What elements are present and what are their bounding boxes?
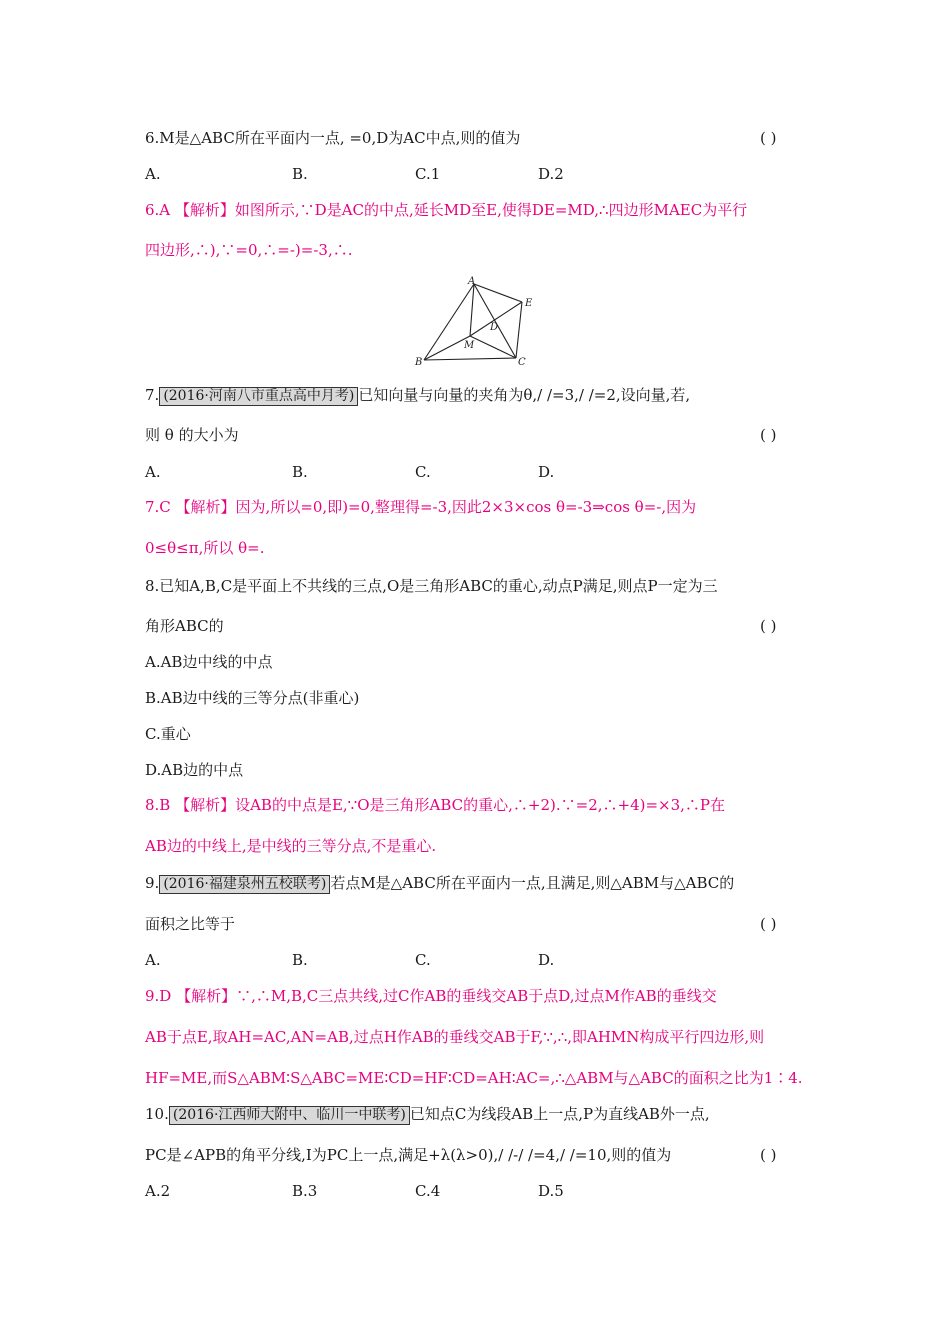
q6-answer-line1: 6.A 【解析】如图所示,∵D是AC的中点,延长MD至E,使得DE=MD,∴四边形MAEC为平行 [145, 201, 748, 219]
q10-option-b: B.3 [292, 1182, 318, 1200]
q9-paren: ( ) [760, 915, 777, 933]
q7-answer-line1: 7.C 【解析】因为,所以=0,即)=0,整理得=-3,因此2×3×cos θ=-3⇒cos θ=-,因为 [145, 498, 697, 516]
q6-option-d: D.2 [538, 165, 564, 183]
q6-option-b: B. [292, 165, 308, 183]
q7-stem-text: 已知向量与向量的夹角为θ,/ /=3,/ /=2,设向量,若, [358, 386, 691, 404]
segment-mc [470, 336, 516, 358]
label-c: C [518, 357, 526, 368]
q8-option-a: A.AB边中线的中点 [145, 653, 273, 671]
q10-source-tag: (2016·江西师大附中、临川一中联考) [169, 1106, 410, 1125]
q7-stem [145, 385, 690, 406]
q8-option-b: B.AB边中线的三等分点(非重心) [145, 689, 360, 707]
q8-stem-line1: 8.已知A,B,C是平面上不共线的三点,O是三角形ABC的重心,动点P满足,则点P一定为三 [145, 577, 718, 595]
q8-stem-line2: 角形ABC的 [145, 617, 224, 635]
q9-option-a: A. [145, 951, 161, 969]
q9-answer-line2: AB于点E,取AH=AC,AN=AB,过点H作AB的垂线交AB于F,∵,∴,即AHMN构成平行四边形,则 [145, 1028, 765, 1046]
q6-option-c: C.1 [415, 165, 441, 183]
q7-stem-line2: 则 θ 的大小为 [145, 426, 239, 444]
q10-number: 10. [145, 1105, 169, 1123]
q8-answer-line1: 8.B 【解析】设AB的中点是E,∵O是三角形ABC的重心,∴+2).∵=2,∴+4)=×3,∴P在 [145, 796, 726, 814]
q9-answer-line1: 9.D 【解析】∵,∴M,B,C三点共线,过C作AB的垂线交AB于点D,过点M作AB的垂线交 [145, 987, 717, 1005]
q6-option-a: A. [145, 165, 161, 183]
label-e: E [525, 298, 533, 309]
q9-source-tag: (2016·福建泉州五校联考) [159, 875, 330, 894]
q6-answer-line2: 四边形,∴),∵=0,∴=-)=-3,∴. [145, 241, 353, 259]
q8-option-c: C.重心 [145, 725, 191, 743]
q9-option-b: B. [292, 951, 308, 969]
q10-stem-text: 已知点C为线段AB上一点,P为直线AB外一点, [409, 1105, 710, 1123]
q10-stem [145, 1104, 710, 1125]
q9-answer-line3: HF=ME,而S△ABM∶S△ABC=ME∶CD=HF∶CD=AH∶AC=,∴△ABM与△ABC的面积之比为1∶4. [145, 1069, 803, 1087]
label-a: A [468, 276, 476, 287]
q7-option-b: B. [292, 463, 308, 481]
segment-ec [516, 302, 522, 358]
geometry-figure [410, 272, 545, 372]
q7-source-tag: (2016·河南八市重点高中月考) [159, 387, 358, 406]
q7-answer-line2: 0≤θ≤π,所以 θ=. [145, 539, 265, 557]
q8-answer-line2: AB边的中线上,是中线的三等分点,不是重心. [145, 837, 437, 855]
q10-option-d: D.5 [538, 1182, 564, 1200]
q6-stem: 6.M是△ABC所在平面内一点, =0,D为AC中点,则的值为 [145, 129, 521, 147]
segment-bc [424, 358, 516, 360]
q7-option-d: D. [538, 463, 555, 481]
q7-number: 7. [145, 386, 160, 404]
q9-number: 9. [145, 874, 160, 892]
q10-paren: ( ) [760, 1146, 777, 1164]
label-b: B [415, 357, 423, 368]
segment-ac [474, 284, 516, 358]
label-m: M [464, 340, 475, 351]
q8-option-d: D.AB边的中点 [145, 761, 244, 779]
q6-paren: ( ) [760, 129, 777, 147]
q7-option-a: A. [145, 463, 161, 481]
q7-option-c: C. [415, 463, 431, 481]
q7-paren: ( ) [760, 426, 777, 444]
q9-stem-line2: 面积之比等于 [145, 915, 236, 933]
q10-stem-line2: PC是∠APB的角平分线,I为PC上一点,满足+λ(λ>0),/ /-/ /=4,/ /=10,则的值为 [145, 1146, 672, 1164]
q10-option-c: C.4 [415, 1182, 441, 1200]
q10-option-a: A.2 [145, 1182, 171, 1200]
q9-stem [145, 873, 734, 894]
segment-am [470, 284, 474, 336]
q8-paren: ( ) [760, 617, 777, 635]
segment-ae [474, 284, 522, 302]
q9-stem-text: 若点M是△ABC所在平面内一点,且满足,则△ABM与△ABC的 [330, 874, 735, 892]
q9-option-d: D. [538, 951, 555, 969]
label-d: D [490, 322, 499, 333]
q9-option-c: C. [415, 951, 431, 969]
